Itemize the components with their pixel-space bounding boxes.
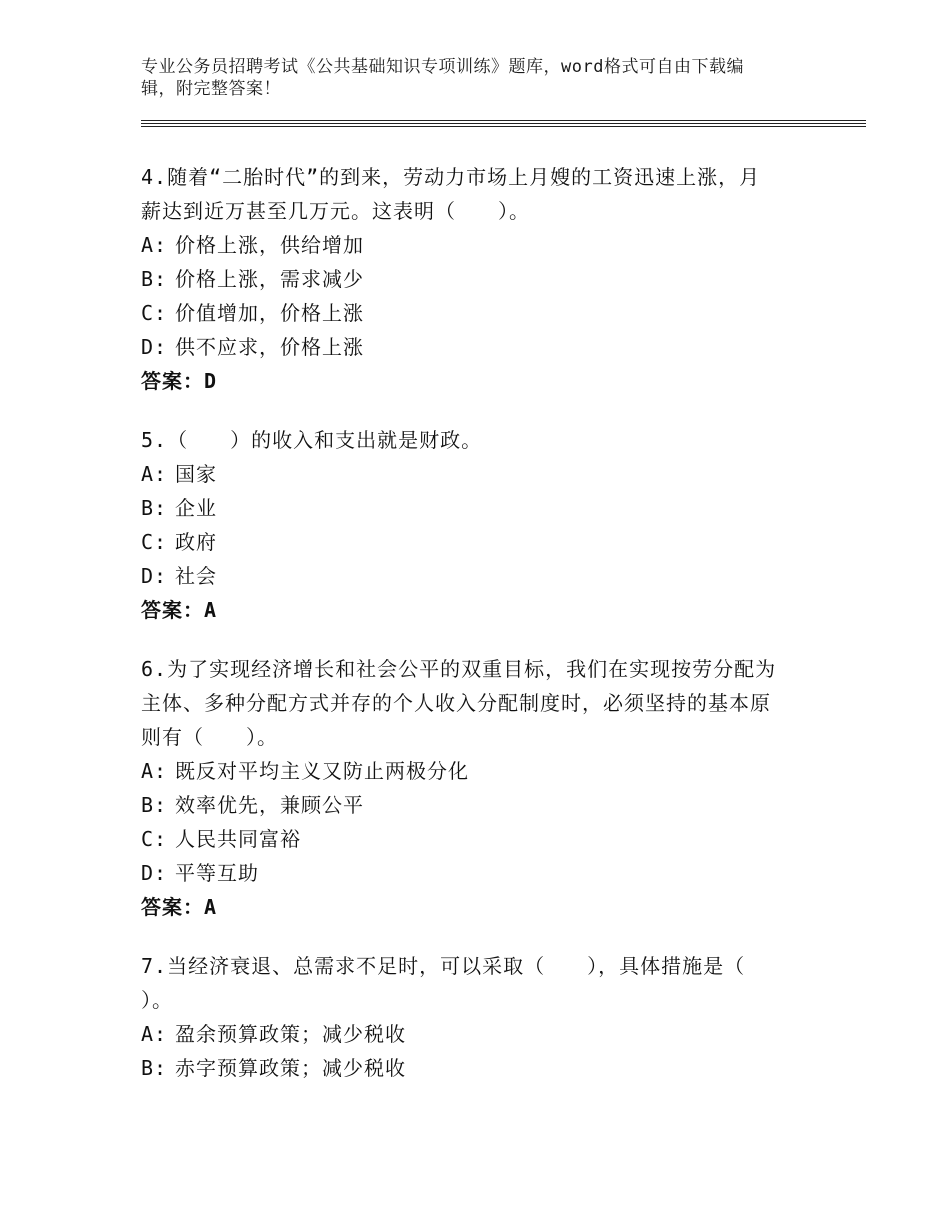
- header-line-1: 专业公务员招聘考试《公共基础知识专项训练》题库，word格式可自由下载编: [141, 57, 744, 77]
- header-divider-bottom: [141, 126, 866, 127]
- question-stem-line: 主体、多种分配方式并存的个人收入分配制度时，必须坚持的基本原: [141, 691, 771, 715]
- option-letter: A:: [141, 1022, 168, 1046]
- answer-option: [141, 330, 801, 364]
- option-text: 供不应求，价格上涨: [175, 335, 364, 359]
- document-header: [141, 56, 801, 100]
- question-block: [141, 949, 801, 1085]
- answer-option: [141, 457, 801, 491]
- option-text: 人民共同富裕: [175, 827, 301, 851]
- answer-option: [141, 856, 801, 890]
- option-letter: B:: [141, 496, 168, 520]
- option-text: 企业: [175, 496, 217, 520]
- option-letter: D:: [141, 564, 168, 588]
- option-text: 盈余预算政策；减少税收: [175, 1022, 406, 1046]
- question-stem-line: 7.当经济衰退、总需求不足时，可以采取（ ），具体措施是（: [141, 954, 746, 978]
- option-letter: D:: [141, 335, 168, 359]
- answer-option: [141, 559, 801, 593]
- option-letter: B:: [141, 267, 168, 291]
- question-list: [141, 160, 801, 1110]
- question-block: [141, 160, 801, 398]
- question-block: [141, 423, 801, 627]
- option-letter: D:: [141, 861, 168, 885]
- answer-option: [141, 525, 801, 559]
- answer-key: 答案：A: [141, 895, 218, 919]
- answer-option: [141, 491, 801, 525]
- question-stem-line: 6.为了实现经济增长和社会公平的双重目标，我们在实现按劳分配为: [141, 657, 777, 681]
- option-text: 价格上涨，供给增加: [175, 233, 364, 257]
- option-letter: A:: [141, 462, 168, 486]
- question-stem-line: 5.（ ）的收入和支出就是财政。: [141, 428, 483, 452]
- option-letter: A:: [141, 233, 168, 257]
- option-text: 平等互助: [175, 861, 259, 885]
- answer-option: [141, 1017, 801, 1051]
- option-text: 赤字预算政策；减少税收: [175, 1056, 406, 1080]
- answer-option: [141, 296, 801, 330]
- answer-option: [141, 262, 801, 296]
- option-text: 既反对平均主义又防止两极分化: [175, 759, 469, 783]
- option-text: 价值增加，价格上涨: [175, 301, 364, 325]
- question-stem-line: 4.随着“二胎时代”的到来，劳动力市场上月嫂的工资迅速上涨，月: [141, 165, 761, 189]
- option-letter: C:: [141, 301, 168, 325]
- option-text: 价格上涨，需求减少: [175, 267, 364, 291]
- answer-option: [141, 788, 801, 822]
- answer-key: 答案：D: [141, 369, 218, 393]
- answer-option: [141, 822, 801, 856]
- answer-option: [141, 228, 801, 262]
- question-block: [141, 652, 801, 924]
- answer-option: [141, 754, 801, 788]
- option-text: 国家: [175, 462, 217, 486]
- header-divider-middle: [141, 123, 866, 124]
- option-letter: B:: [141, 1056, 168, 1080]
- option-letter: C:: [141, 827, 168, 851]
- option-letter: C:: [141, 530, 168, 554]
- answer-option: [141, 1051, 801, 1085]
- option-text: 社会: [175, 564, 217, 588]
- option-letter: B:: [141, 793, 168, 817]
- header-divider-top: [141, 120, 866, 121]
- header-line-2: 辑，附完整答案！: [141, 79, 281, 99]
- option-letter: A:: [141, 759, 168, 783]
- question-stem-line: 则有（ ）。: [141, 725, 278, 749]
- question-stem-line: 薪达到近万甚至几万元。这表明（ ）。: [141, 199, 530, 223]
- answer-key: 答案：A: [141, 598, 218, 622]
- option-text: 政府: [175, 530, 217, 554]
- option-text: 效率优先，兼顾公平: [175, 793, 364, 817]
- question-stem-line: ）。: [141, 988, 173, 1012]
